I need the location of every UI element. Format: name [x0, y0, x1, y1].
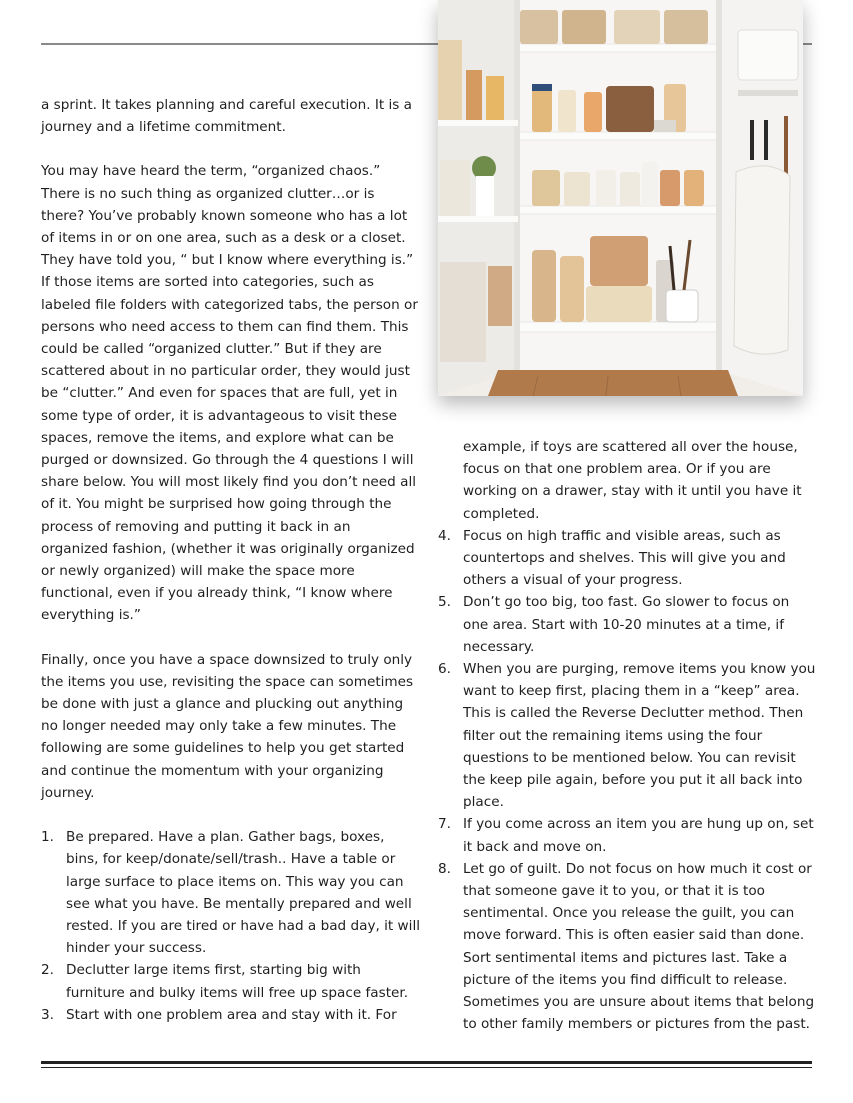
list-item	[41, 959, 421, 1003]
bottom-rule	[41, 1061, 812, 1064]
bottom-rule-thin	[41, 1067, 812, 1068]
list-item	[438, 813, 816, 857]
list-item	[438, 591, 816, 658]
list-item	[438, 658, 816, 813]
paragraph-organized-chaos: You may have heard the term, “organized chaos.” There is no such thing as organized clutter…or is there? You’ve probably known someone who has a lot of items in or on one area, such as a desk or a closet. They have told you, “ but I know where everything is.” If those items are sorted into categories, such as labeled file folders with categorized tabs, the person or persons who need access to them can find them. This could be called “organized clutter.” But if they are scattered about in no particular order, they would just be “clutter.” And even for spaces that are full, yet in some type of order, it is advantageous to visit these spaces, remove the items, and explore what can be purged or downsized. Go through the 4 questions I will share below. You will most likely find you don’t need all of it. You might be surprised how going through the process of removing and putting it back in an organized fashion, (whether it was originally organized or newly organized) will make the space more functional, even if you already think, “I know where everything is.”	[41, 163, 418, 624]
list-item-number: 4.	[438, 527, 451, 544]
list-item-text: Let go of guilt. Do not focus on how much it cost or that someone gave it to you, or that it is too sentimental. Once you release the guilt, you can move forward. This is often easier said than done. Sort sentimental items and pictures last. Take a picture of the items you find difficult to release. Sometimes you are unsure about items that belong to other family members or pictures from the past.	[463, 860, 815, 1033]
list-item-number: 3.	[41, 1006, 54, 1023]
list-item-text: Start with one problem area and stay with it. For	[66, 1006, 397, 1023]
guidelines-list-part-2	[438, 525, 816, 1036]
list-item-number: 8.	[438, 860, 451, 877]
list-item	[41, 1004, 421, 1026]
list-item-text: Focus on high traffic and visible areas, such as countertops and shelves. This will give you and others a visual of your progress.	[463, 527, 786, 589]
list-item-text: When you are purging, remove items you know you want to keep first, placing them in a “keep” area. This is called the Reverse Declutter method. Then filter out the remaining items using the four questions to be mentioned below. You can revisit the keep pile again, before you put it all back into place.	[463, 661, 816, 811]
pantry-photo	[438, 0, 803, 396]
paragraph-intro: a sprint. It takes planning and careful execution. It is a journey and a lifetime commitment.	[41, 97, 413, 136]
list-item	[41, 826, 421, 959]
list-item	[438, 858, 816, 1036]
list-item-number: 6.	[438, 661, 451, 678]
list-item-number: 5.	[438, 594, 451, 611]
list-item-number: 7.	[438, 816, 451, 833]
list-item	[438, 525, 816, 592]
list-item-continuation: example, if toys are scattered all over the house, focus on that one problem area. Or if you are working on a drawer, stay with it until you have it completed.	[463, 439, 802, 522]
list-item-number: 2.	[41, 962, 54, 979]
paragraph-finally: Finally, once you have a space downsized to truly only the items you use, revisiting the space can sometimes be done with just a glance and plucking out anything no longer needed may only take a few minutes. The following are some guidelines to help you get started and continue the momentum with your organizing journey.	[41, 651, 414, 801]
list-item-text: Be prepared. Have a plan. Gather bags, boxes, bins, for keep/donate/sell/trash.. Have a table or large surface to place items on. This way you can see what you have. Be mentally prepared and well rested. If you are tired or have had a bad day, it will hinder your success.	[66, 829, 421, 957]
list-item-number: 1.	[41, 829, 54, 846]
list-item-text: Don’t go too big, too fast. Go slower to focus on one area. Start with 10-20 minutes at a time, if necessary.	[463, 594, 790, 655]
right-column	[438, 436, 816, 1035]
list-item-text: Declutter large items first, starting big with furniture and bulky items will free up space faster.	[66, 962, 409, 1001]
list-item-text: If you come across an item you are hung up on, set it back and move on.	[463, 816, 814, 855]
guidelines-list-part-1	[41, 826, 421, 1026]
left-column	[41, 94, 421, 1026]
